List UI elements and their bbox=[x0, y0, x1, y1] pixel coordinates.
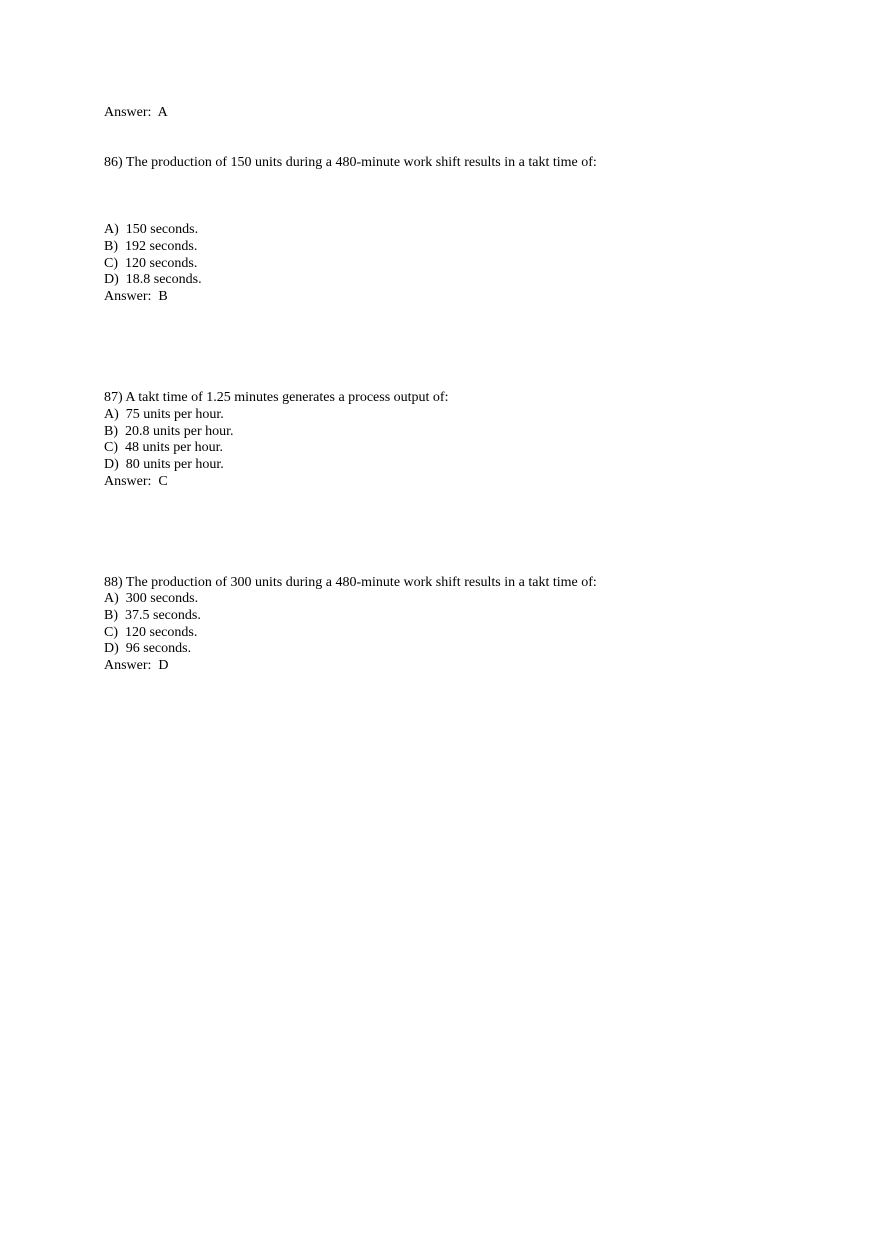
question-86-option-a: A) 150 seconds. bbox=[104, 222, 199, 237]
question-88-stem: 88) The production of 300 units during a 480-minute work shift results in a takt time of: bbox=[104, 575, 597, 590]
question-88-option-d: D) 96 seconds. bbox=[104, 641, 192, 656]
question-88-answer: Answer: D bbox=[104, 658, 169, 673]
question-87-option-d: D) 80 units per hour. bbox=[104, 457, 224, 472]
question-86-answer: Answer: B bbox=[104, 289, 168, 304]
question-86-option-d: D) 18.8 seconds. bbox=[104, 272, 202, 287]
question-86-option-b: B) 192 seconds. bbox=[104, 239, 198, 254]
question-86-stem: 86) The production of 150 units during a 480-minute work shift results in a takt time of: bbox=[104, 155, 597, 170]
question-86-option-c: C) 120 seconds. bbox=[104, 256, 198, 271]
question-88-option-b: B) 37.5 seconds. bbox=[104, 608, 201, 623]
question-87-option-a: A) 75 units per hour. bbox=[104, 407, 224, 422]
question-87-option-c: C) 48 units per hour. bbox=[104, 440, 223, 455]
question-87-stem: 87) A takt time of 1.25 minutes generates a process output of: bbox=[104, 390, 449, 405]
question-88-option-a: A) 300 seconds. bbox=[104, 591, 199, 606]
question-87-option-b: B) 20.8 units per hour. bbox=[104, 424, 234, 439]
question-88-option-c: C) 120 seconds. bbox=[104, 625, 198, 640]
previous-answer: Answer: A bbox=[104, 105, 168, 120]
question-87-answer: Answer: C bbox=[104, 474, 168, 489]
